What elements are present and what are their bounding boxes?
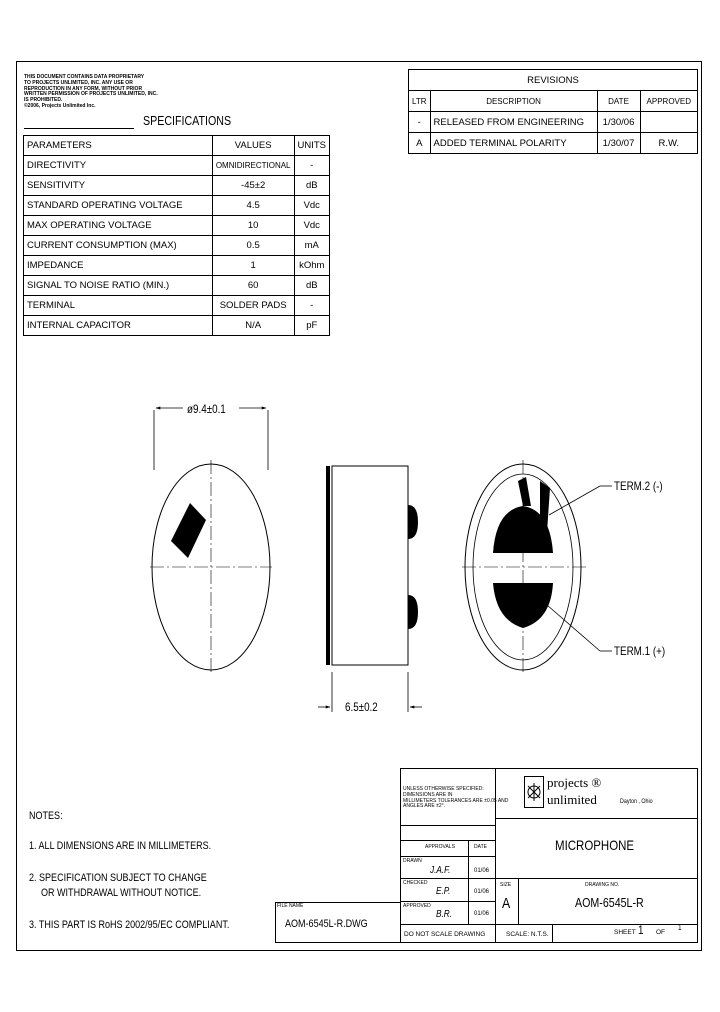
company-logo xyxy=(524,776,544,808)
spec-param: TERMINAL xyxy=(24,296,213,316)
approvals-label: APPROVALS xyxy=(425,844,455,850)
spec-value: 4.5 xyxy=(212,196,294,216)
drawn-label: DRAWN xyxy=(403,858,422,864)
spec-param: SIGNAL TO NOISE RATIO (MIN.) xyxy=(24,276,213,296)
side-pad-bottom xyxy=(408,595,418,629)
spec-unit: Vdc xyxy=(294,196,330,216)
drawing-number: AOM-6545L-R xyxy=(575,895,644,910)
side-body-outline xyxy=(332,466,408,665)
sheet-number: 1 xyxy=(638,923,644,937)
approved-by: B.R. xyxy=(436,909,452,920)
side-pad-top xyxy=(408,505,418,539)
notes-title: NOTES: xyxy=(29,810,63,822)
checked-by: E.P. xyxy=(436,886,451,897)
spec-value: SOLDER PADS xyxy=(212,296,294,316)
spec-unit: dB xyxy=(294,176,330,196)
spec-param: DIRECTIVITY xyxy=(24,156,213,176)
rev-ltr: - xyxy=(409,112,431,133)
term2-label: TERM.2 (-) xyxy=(614,479,663,493)
approved-label: APPROVED xyxy=(403,903,431,909)
diameter-dimension: ø9.4±0.1 xyxy=(187,402,226,416)
note-1: 1. ALL DIMENSIONS ARE IN MILLIMETERS. xyxy=(29,840,212,852)
spec-unit: mA xyxy=(294,236,330,256)
revisions-title: REVISIONS xyxy=(409,70,698,91)
part-title: MICROPHONE xyxy=(555,837,635,853)
sheet-total: 1 xyxy=(678,923,682,932)
spec-value: -45±2 xyxy=(212,176,294,196)
spec-value: OMNIDIRECTIONAL xyxy=(212,156,294,176)
spec-value: 60 xyxy=(212,276,294,296)
spec-header-units: UNITS xyxy=(294,136,330,156)
do-not-scale: DO NOT SCALE DRAWING xyxy=(404,931,486,938)
side-view xyxy=(318,466,422,712)
terminal-2-trace-b xyxy=(540,481,550,532)
sheet-label: SHEET xyxy=(614,929,636,936)
spec-value: 1 xyxy=(212,256,294,276)
drawn-date: 01/06 xyxy=(474,868,490,874)
approved-date: 01/06 xyxy=(474,911,490,917)
spec-header-parameters: PARAMETERS xyxy=(24,136,213,156)
term2-leader xyxy=(549,486,600,515)
proprietary-notice: THIS DOCUMENT CONTAINS DATA PROPRIETARY TO PROJECTS UNLIMITED, INC. ANY USE OR REPRODUCTION IN ANY FORM, WITHOUT PRIOR WRITTEN PERMISSION OF PROJECTS UNLIMITED, INC. IS PROHIBITED. ©2006, Projects Unlimited Inc. xyxy=(24,74,158,109)
checked-label: CHECKED xyxy=(403,880,428,886)
rev-approved: R.W. xyxy=(640,133,697,154)
front-view xyxy=(150,408,272,675)
spec-param: MAX OPERATING VOLTAGE xyxy=(24,216,213,236)
rear-view xyxy=(462,460,612,675)
spec-param: IMPEDANCE xyxy=(24,256,213,276)
rev-ltr: A xyxy=(409,133,431,154)
company-name-line2: unlimited xyxy=(547,792,597,807)
height-dimension: 6.5±0.2 xyxy=(345,700,378,714)
rev-header-description: DESCRIPTION xyxy=(430,91,597,112)
terminal-1-pad xyxy=(493,583,553,628)
size-label: SIZE xyxy=(500,882,512,888)
spec-title: SPECIFICATIONS xyxy=(143,113,232,128)
spec-param: SENSITIVITY xyxy=(24,176,213,196)
note-3: 3. THIS PART IS RoHS 2002/95/EC COMPLIANT. xyxy=(29,919,230,931)
spec-param: STANDARD OPERATING VOLTAGE xyxy=(24,196,213,216)
rev-header-ltr: LTR xyxy=(409,91,431,112)
file-name: AOM-6545L-R.DWG xyxy=(285,918,368,930)
scale: SCALE: N.T.S. xyxy=(506,931,549,938)
company-name-line1: projects ® xyxy=(547,775,602,790)
file-name-label: FILE NAME xyxy=(277,903,304,909)
rev-description: RELEASED FROM ENGINEERING xyxy=(430,112,597,133)
spec-header-values: VALUES xyxy=(212,136,294,156)
spec-param: INTERNAL CAPACITOR xyxy=(24,316,213,336)
spec-param: CURRENT CONSUMPTION (MAX) xyxy=(24,236,213,256)
drawing-no-label: DRAWING NO. xyxy=(585,882,620,888)
size-value: A xyxy=(502,895,511,912)
term1-label: TERM.1 (+) xyxy=(614,644,666,658)
company-location: Dayton , Ohio xyxy=(620,798,653,805)
date-label: DATE xyxy=(474,844,487,850)
tolerance-note: UNLESS OTHERWISE SPECIFIED: DIMENSIONS ARE IN MILLIMETERS TOLERANCES ARE ±0.05 AND ANGLES ARE ±2°. xyxy=(403,786,509,810)
checked-date: 01/06 xyxy=(474,889,490,895)
sound-port xyxy=(171,503,206,558)
rev-date: 1/30/06 xyxy=(597,112,640,133)
spec-unit: - xyxy=(294,156,330,176)
rev-description: ADDED TERMINAL POLARITY xyxy=(430,133,597,154)
rev-date: 1/30/07 xyxy=(597,133,640,154)
terminal-2-trace-a xyxy=(518,477,531,506)
spec-unit: pF xyxy=(294,316,330,336)
spec-unit: - xyxy=(294,296,330,316)
spec-value: 10 xyxy=(212,216,294,236)
spec-value: 0.5 xyxy=(212,236,294,256)
spec-unit: Vdc xyxy=(294,216,330,236)
note-2-cont: OR WITHDRAWAL WITHOUT NOTICE. xyxy=(41,887,202,899)
drawn-by: J.A.F. xyxy=(430,865,451,876)
of-label: OF xyxy=(656,929,666,936)
spec-unit: dB xyxy=(294,276,330,296)
spec-value: N/A xyxy=(212,316,294,336)
logo-icon xyxy=(525,777,543,807)
rev-header-approved: APPROVED xyxy=(640,91,697,112)
spec-unit: kOhm xyxy=(294,256,330,276)
note-2: 2. SPECIFICATION SUBJECT TO CHANGE xyxy=(29,872,207,884)
term1-leader xyxy=(547,605,600,651)
rev-header-date: DATE xyxy=(597,91,640,112)
